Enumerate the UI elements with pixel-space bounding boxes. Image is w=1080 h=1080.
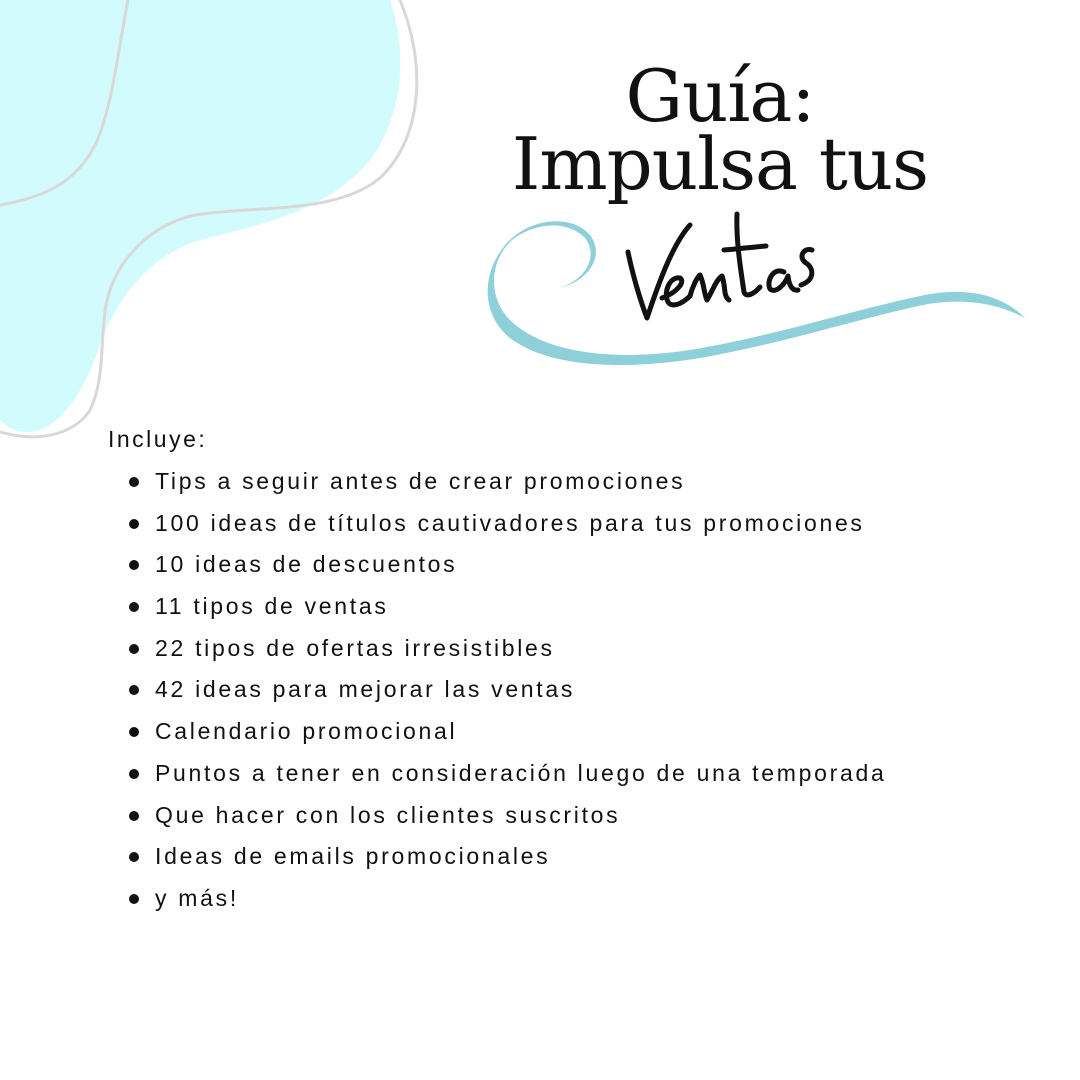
bullet-dot xyxy=(129,519,139,529)
list-item-text: Calendario promocional xyxy=(155,718,458,745)
list-item-text: y más! xyxy=(155,884,239,911)
bullet-dot xyxy=(129,602,139,612)
list-item-text: Ideas de emails promocionales xyxy=(155,843,551,870)
list-item xyxy=(128,836,886,878)
list-item-text: 10 ideas de descuentos xyxy=(155,551,458,578)
includes-label: Incluye: xyxy=(108,426,208,452)
list-item xyxy=(128,711,886,753)
title-line-guia: Guía: xyxy=(625,54,815,138)
bullet-dot xyxy=(129,477,139,487)
list-item-text: 42 ideas para mejorar las ventas xyxy=(155,676,576,703)
list-item xyxy=(128,461,886,503)
list-item xyxy=(128,628,886,670)
bullet-dot xyxy=(129,769,139,779)
feature-list xyxy=(128,461,886,920)
bullet-dot xyxy=(129,685,139,695)
list-item xyxy=(128,503,886,545)
bullet-dot xyxy=(129,727,139,737)
list-item-text: 22 tipos de ofertas irresistibles xyxy=(155,634,555,661)
list-item xyxy=(128,544,886,586)
list-item-text: 100 ideas de títulos cautivadores para tus promociones xyxy=(155,509,865,536)
list-item xyxy=(128,878,886,920)
list-item xyxy=(128,795,886,837)
list-item xyxy=(128,753,886,795)
list-item xyxy=(128,669,886,711)
bullet-dot xyxy=(129,560,139,570)
list-item-text: 11 tipos de ventas xyxy=(155,593,389,620)
bullet-dot xyxy=(129,811,139,821)
bullet-dot xyxy=(129,894,139,904)
bullet-dot xyxy=(129,644,139,654)
ventas-script-word xyxy=(628,214,812,318)
list-item-text: Tips a seguir antes de crear promociones xyxy=(155,468,686,494)
list-item-text: Puntos a tener en consideración luego de una temporada xyxy=(155,759,887,786)
cyan-blob-shape xyxy=(0,0,400,432)
list-item-text: Que hacer con los clientes suscritos xyxy=(155,801,621,828)
title-line-impulsa: Impulsa tus xyxy=(511,122,929,206)
list-item xyxy=(128,586,886,628)
bullet-dot xyxy=(129,852,139,862)
